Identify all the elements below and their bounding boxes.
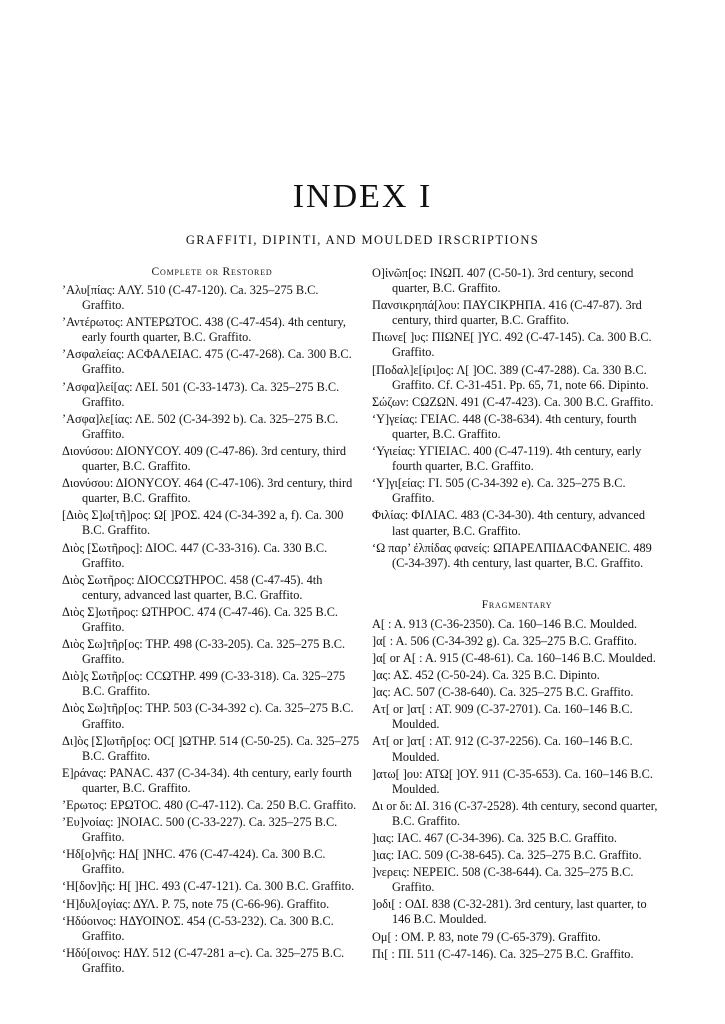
left-column <box>62 266 362 978</box>
index-entry: Ε]ράνας: ΡΑΝΑC. 437 (C-34-34). 4th century, early fourth quarter, B.C. Graffito. <box>62 765 352 795</box>
index-entry: ’Ερωτος: ΕΡΩΤΟC. 480 (C-47-112). Ca. 250 B.C. Graffito. <box>62 798 357 812</box>
index-entry: Διονύσου: ΔΙΟΝΥCΟΥ. 409 (C-47-86). 3rd century, third quarter, B.C. Graffito. <box>62 443 347 474</box>
index-entry: ]α[ : Α. 506 (C-34-392 g). Ca. 325–275 B.C. Graffito. <box>372 633 637 648</box>
index-entry: ]ιας: ΙΑC. 467 (C-34-396). Ca. 325 B.C. Graffito. <box>372 831 617 845</box>
index-entry: Διὸ]ς Σωτῆρ[ος: CCΩΤΗΡ. 499 (C-33-318). Ca. 325–275 B.C. Graffito. <box>62 669 346 699</box>
page-subtitle: GRAFFITI, DIPINTI, AND MOULDED IRSCRIPTIONS <box>185 233 540 247</box>
index-entry: ]οδι[ : ΟΔΙ. 838 (C-32-281). 3rd century, last quarter, to 146 B.C. Moulded. <box>372 897 647 927</box>
index-entry: Διὸς Σ]ωτῆρος: ΩΤΗΡΟC. 474 (C-47-46). Ca. 325 B.C. Graffito. <box>62 604 338 634</box>
index-entry: ]ατω[ ]ου: ΑΤΩ[ ]ΟΥ. 911 (C-35-653). Ca. 160–146 B.C. Moulded. <box>372 766 653 796</box>
index-entry: [Ποδαλ]ε[ίρι]ος: Λ[ ]ΟC. 389 (C-47-288). Ca. 330 B.C. Graffito. Cf. C-31-451. Pp. 65, 71, note 66. Dipinto. <box>372 362 649 392</box>
index-entry: ]νερεις: ΝΕΡΕΙC. 508 (C-38-644). Ca. 325–275 B.C. Graffito. <box>372 865 634 895</box>
index-entry: Διὸς [Σωτῆρος]: ΔΙΟC. 447 (C-33-316). Ca. 330 B.C. Graffito. <box>62 540 328 570</box>
index-entry: ’Ευ]νοίας: ]ΝΟΙΑC. 500 (C-33-227). Ca. 325–275 B.C. Graffito. <box>62 815 338 845</box>
index-entry: Διὸς Σω]τῆρ[ος: ΤΗΡ. 503 (C-34-392 c). Ca. 325–275 B.C. Graffito. <box>62 701 354 731</box>
index-entry: ‘Η[δον]ῆς: Η[ ]ΗC. 493 (C-47-121). Ca. 300 B.C. Graffito. <box>62 879 355 894</box>
index-entry: ’Αλυ[πίας: ΑΛΥ. 510 (C-47-120). Ca. 325–275 B.C. Graffito. <box>62 283 319 313</box>
fragmentary-entries <box>372 617 662 962</box>
index-entry: Πιωνε[ ]υς: ΠΙΩΝΕ[ ]ΥC. 492 (C-47-145). Ca. 300 B.C. Graffito. <box>372 330 652 360</box>
complete-entries-right <box>372 266 662 571</box>
index-entry: Διονύσου: ΔΙΟΝΥCΟΥ. 464 (C-47-106). 3rd century, third quarter, B.C. Graffito. <box>62 476 353 506</box>
index-entry: ‘Υγιείας: ΥΓΙΕΙΑC. 400 (C-47-119). 4th century, early fourth quarter, B.C. Graffito. <box>372 444 642 474</box>
index-entry: ‘Υ]γείας: ΓΕΙΑC. 448 (C-38-634). 4th century, fourth quarter, B.C. Graffito. <box>372 411 637 441</box>
index-entry: ]ας: ΑC. 507 (C-38-640). Ca. 325–275 B.C. Graffito. <box>372 685 634 700</box>
index-entry: ’Αντέρωτος: ΑΝΤΕΡΩΤΟC. 438 (C-47-454). 4th century, early fourth quarter, B.C. Graffito. <box>62 315 346 345</box>
index-entry: Α[ : Α. 913 (C-36-2350). Ca. 160–146 B.C. Moulded. <box>372 616 638 631</box>
index-entry: [Διὸς Σ]ω[τῆ]ρος: Ω[ ]ΡΟΣ. 424 (C-34-392 a, f). Ca. 300 B.C. Graffito. <box>62 508 344 538</box>
fragmentary-section-heading: Fragmentary <box>481 598 553 611</box>
index-entry: ‘Υ]γι[είας: ΓΙ. 505 (C-34-392 e). Ca. 325–275 B.C. Graffito. <box>372 476 626 506</box>
page-title: INDEX I <box>292 178 433 215</box>
index-entry: Δι or δι: ΔΙ. 316 (C-37-2528). 4th century, second quarter, B.C. Graffito. <box>372 798 658 828</box>
index-entry: ’Ασφαλείας: ΑCΦΑΛΕΙΑC. 475 (C-47-268). Ca. 300 B.C. Graffito. <box>62 347 352 377</box>
index-entry: Ο]ἰνῶπ[ος: ΙΝΩΠ. 407 (C-50-1). 3rd century, second quarter, B.C. Graffito. <box>372 266 634 296</box>
index-entry: ‘Ηδύ[οινος: ΗΔΥ. 512 (C-47-281 a–c). Ca. 325–275 B.C. Graffito. <box>62 945 345 975</box>
index-entry: ‘Ηδύοινος: ΗΔΥΟΙΝΟΣ. 454 (C-53-232). Ca. 300 B.C. Graffito. <box>62 913 334 943</box>
complete-entries-left <box>62 283 362 976</box>
index-entry: ]ιας: ΙΑC. 509 (C-38-645). Ca. 325–275 B.C. Graffito. <box>372 848 642 863</box>
index-entry: ‘Η]δυλ[ογίας: ΔΥΛ. P. 75, note 75 (C-66-96). Graffito. <box>62 896 330 911</box>
index-entry: ]α[ or Α[ : Α. 915 (C-48-61). Ca. 160–146 B.C. Moulded. <box>372 650 656 665</box>
index-entry: ’Ασφα]λεί[ας: ΛΕΙ. 501 (C-33-1473). Ca. 325–275 B.C. Graffito. <box>62 379 340 409</box>
index-entry: Ομ[ : ΟΜ. P. 83, note 79 (C-65-379). Graffito. <box>372 929 601 944</box>
index-entry: Φιλίας: ΦΙΛΙΑC. 483 (C-34-30). 4th century, advanced last quarter, B.C. Graffito. <box>372 508 645 538</box>
index-entry: Πανσικρηπά[λου: ΠΑΥCΙΚΡΗΠΑ. 416 (C-47-87). 3rd century, third quarter, B.C. Graffito. <box>372 298 642 328</box>
index-entry: Δι]ὸς [Σ]ωτῆρ[ος: ΟC[ ]ΩΤΗΡ. 514 (C-50-25). Ca. 325–275 B.C. Graffito. <box>62 733 360 763</box>
index-entry: ’Ασφα]λε[ίας: ΛΕ. 502 (C-34-392 b). Ca. 325–275 B.C. Graffito. <box>62 411 339 441</box>
index-entry: Διὸς Σω]τῆρ[ος: ΤΗΡ. 498 (C-33-205). Ca. 325–275 B.C. Graffito. <box>62 637 346 667</box>
index-entry: Ατ[ or ]ατ[ : ΑΤ. 909 (C-37-2701). Ca. 160–146 B.C. Moulded. <box>372 702 633 732</box>
index-entry: Ατ[ or ]ατ[ : ΑΤ. 912 (C-37-2256). Ca. 160–146 B.C. Moulded. <box>372 734 633 764</box>
complete-section-heading: Complete or Restored <box>151 266 273 278</box>
index-entry: ]ας: ΑΣ. 452 (C-50-24). Ca. 325 B.C. Dipinto. <box>372 668 600 683</box>
index-entry: Σώζων: CΩΖΩΝ. 491 (C-47-423). Ca. 300 B.C. Graffito. <box>372 394 654 409</box>
index-entry: Πι[ : ΠΙ. 511 (C-47-146). Ca. 325–275 B.C. Graffito. <box>372 946 634 961</box>
right-column <box>372 266 662 964</box>
index-entry: ‘Ηδ[ο]νῆς: ΗΔ[ ]ΝΗC. 476 (C-47-424). Ca. 300 B.C. Graffito. <box>62 847 326 877</box>
index-entry: ‘Ω παρ’ ἐλπίδας φανείς: ΩΠΑΡΕΛΠΙΔΑCΦΑΝΕΙC. 489 (C-34-397). 4th century, last quarter, B.C. Graffito. <box>372 540 652 570</box>
section-spacer <box>372 573 662 591</box>
index-entry: Διὸς Σωτῆρος: ΔΙΟCCΩΤΗΡΟC. 458 (C-47-45). 4th century, advanced last quarter, B.C. Graffito. <box>62 572 323 602</box>
